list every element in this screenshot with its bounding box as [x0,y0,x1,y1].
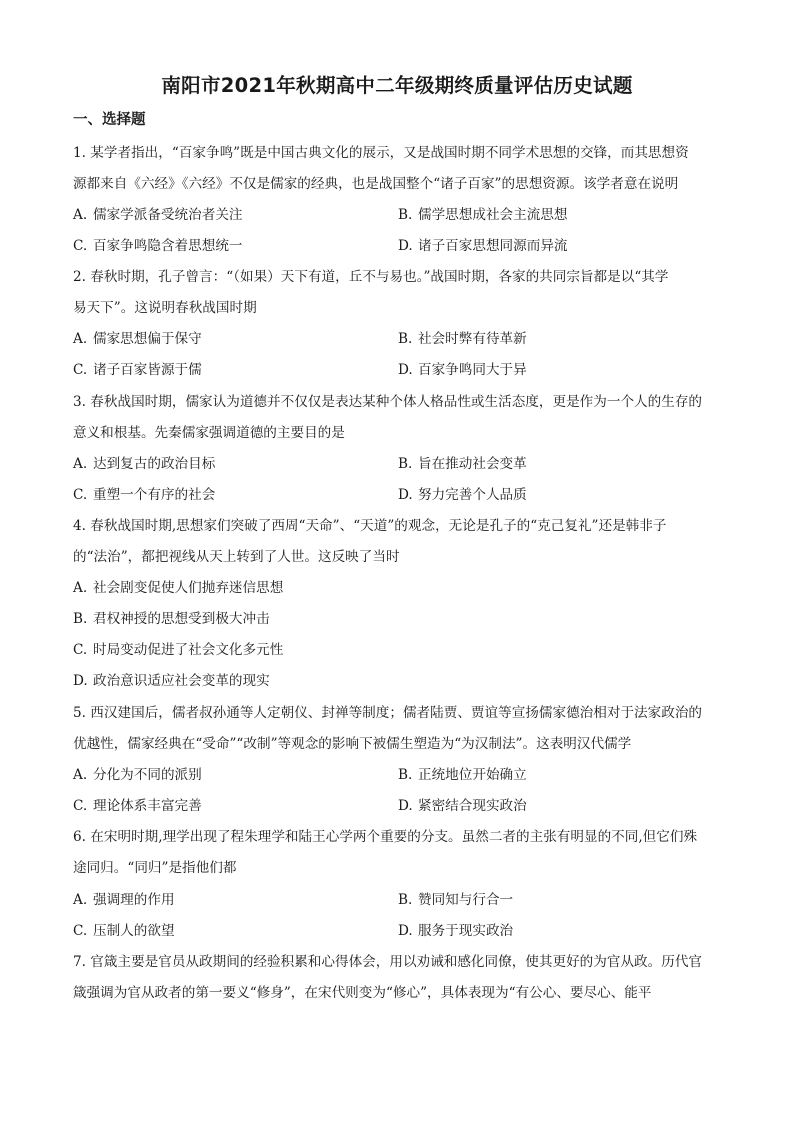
question-5-option-c[interactable] [73,797,202,815]
option-text: 诸子百家思想同源而异流 [418,238,568,254]
option-text: 努力完善个人品质 [418,487,527,503]
option-text: 赞同知与行合一 [418,892,514,908]
option-text: 旨在推动社会变革 [418,456,527,472]
question-6-stem-line-2: 途同归。“同归”是指他们都 [73,860,237,876]
option-key: B. [398,456,413,472]
question-1-option-d[interactable] [398,237,568,255]
question-5-option-a[interactable] [73,766,202,784]
question-1-option-c[interactable] [73,237,243,255]
question-7-stem-line-1: 7. 官箴主要是官员从政期间的经验积累和心得体会，用以劝诫和感化同僚，使其更好的为官从政。历代官 [73,954,703,970]
option-text: 服务于现实政治 [418,923,514,939]
option-key: B. [398,767,413,783]
question-3-option-b[interactable] [398,455,527,473]
question-6-option-d[interactable] [398,922,513,940]
question-3-stem-line-2: 意义和根基。先秦儒家强调道德的主要目的是 [73,425,345,441]
option-key: C. [73,798,88,814]
question-2-option-c[interactable] [73,361,202,379]
option-key: D. [398,487,413,503]
option-key: D. [398,362,413,378]
question-4-stem-line-1: 4. 春秋战国时期,思想家们突破了西周“天命”、“天道”的观念，无论是孔子的“克己复礼”还是韩非子 [73,518,667,534]
option-key: B. [398,207,413,223]
question-4-option-b[interactable] [73,610,270,628]
question-6-option-c[interactable] [73,922,175,940]
question-6-option-b[interactable] [398,891,513,909]
option-text: 儒家学派备受统治者关注 [93,207,243,223]
option-text: 时局变动促进了社会文化多元性 [93,642,284,658]
option-key: C. [73,487,88,503]
option-key: C. [73,362,88,378]
option-key: A. [73,892,88,908]
question-6-option-a[interactable] [73,891,175,909]
option-key: C. [73,923,88,939]
question-2-option-a[interactable] [73,330,202,348]
option-text: 正统地位开始确立 [418,767,527,783]
option-text: 社会时弊有待革新 [418,331,527,347]
option-text: 诸子百家皆源于儒 [93,362,202,378]
question-2-stem-line-2: 易天下”。这说明春秋战国时期 [73,300,257,316]
option-text: 百家争鸣隐含着思想统一 [93,238,243,254]
option-key: A. [73,456,88,472]
option-key: D. [398,923,413,939]
option-text: 强调理的作用 [93,892,175,908]
option-key: A. [73,207,88,223]
option-text: 君权神授的思想受到极大冲击 [93,611,270,627]
option-key: D. [73,673,88,689]
question-3-option-c[interactable] [73,486,215,504]
question-1-stem-line-2: 源都来自《六经》《六经》不仅是儒家的经典，也是战国整个“诸子百家”的思想资源。该学者意在说明 [73,176,679,192]
question-3-stem-line-1: 3. 春秋战国时期，儒家认为道德并不仅仅是表达某种个体人格品性或生活态度，更是作为一个人的生存的 [73,394,703,410]
option-text: 百家争鸣同大于异 [418,362,527,378]
option-key: D. [398,798,413,814]
question-3-option-a[interactable] [73,455,215,473]
question-5-stem-line-1: 5. 西汉建国后，儒者叔孙通等人定朝仪、封禅等制度；儒者陆贾、贾谊等宣扬儒家德治相对于法家政治的 [73,705,703,721]
option-key: D. [398,238,413,254]
option-text: 分化为不同的派别 [93,767,202,783]
option-key: B. [398,331,413,347]
option-text: 重塑一个有序的社会 [93,487,216,503]
option-text: 政治意识适应社会变革的现实 [93,673,270,689]
question-4-option-d[interactable] [73,672,270,690]
question-5-stem-line-2: 优越性，儒家经典在“受命”“改制”等观念的影响下被儒生塑造为“为汉制法”。这表明汉代儒学 [73,736,632,752]
question-5-option-b[interactable] [398,766,527,784]
option-text: 儒学思想成社会主流思想 [418,207,568,223]
question-7-stem-line-2: 箴强调为官从政者的第一要义“修身”，在宋代则变为“修心”，具体表现为“有公心、要尽心、能平 [73,985,652,1001]
question-1-stem-line-1: 1. 某学者指出，“百家争鸣”既是中国古典文化的展示，又是战国时期不同学术思想的交锋，而其思想资 [73,145,689,161]
option-key: C. [73,238,88,254]
option-key: C. [73,642,88,658]
question-2-option-b[interactable] [398,330,527,348]
page-title: 南阳市2021年秋期高中二年级期终质量评估历史试题 [161,74,633,97]
option-text: 儒家思想偏于保守 [93,331,202,347]
section-heading: 一、选择题 [73,112,146,128]
question-3-option-d[interactable] [398,486,527,504]
question-4-option-a[interactable] [73,579,283,597]
option-key: A. [73,767,88,783]
option-key: A. [73,331,88,347]
option-text: 社会剧变促使人们抛弃迷信思想 [93,580,284,596]
option-key: B. [398,892,413,908]
option-text: 压制人的欲望 [93,923,175,939]
question-2-option-d[interactable] [398,361,527,379]
question-4-stem-line-2: 的“法治”，都把视线从天上转到了人世。这反映了当时 [73,549,400,565]
question-1-option-a[interactable] [73,206,243,224]
option-text: 理论体系丰富完善 [93,798,202,814]
option-key: B. [73,611,88,627]
option-text: 紧密结合现实政治 [418,798,527,814]
option-key: A. [73,580,88,596]
question-4-option-c[interactable] [73,641,283,659]
question-6-stem-line-1: 6. 在宋明时期,理学出现了程朱理学和陆王心学两个重要的分支。虽然二者的主张有明显的不同,但它们殊 [73,829,698,845]
option-text: 达到复古的政治目标 [93,456,216,472]
question-1-option-b[interactable] [398,206,568,224]
question-5-option-d[interactable] [398,797,527,815]
question-2-stem-line-1: 2. 春秋时期，孔子曾言：“（如果）天下有道，丘不与易也。”战国时期，各家的共同宗旨都是以“其学 [73,269,669,285]
